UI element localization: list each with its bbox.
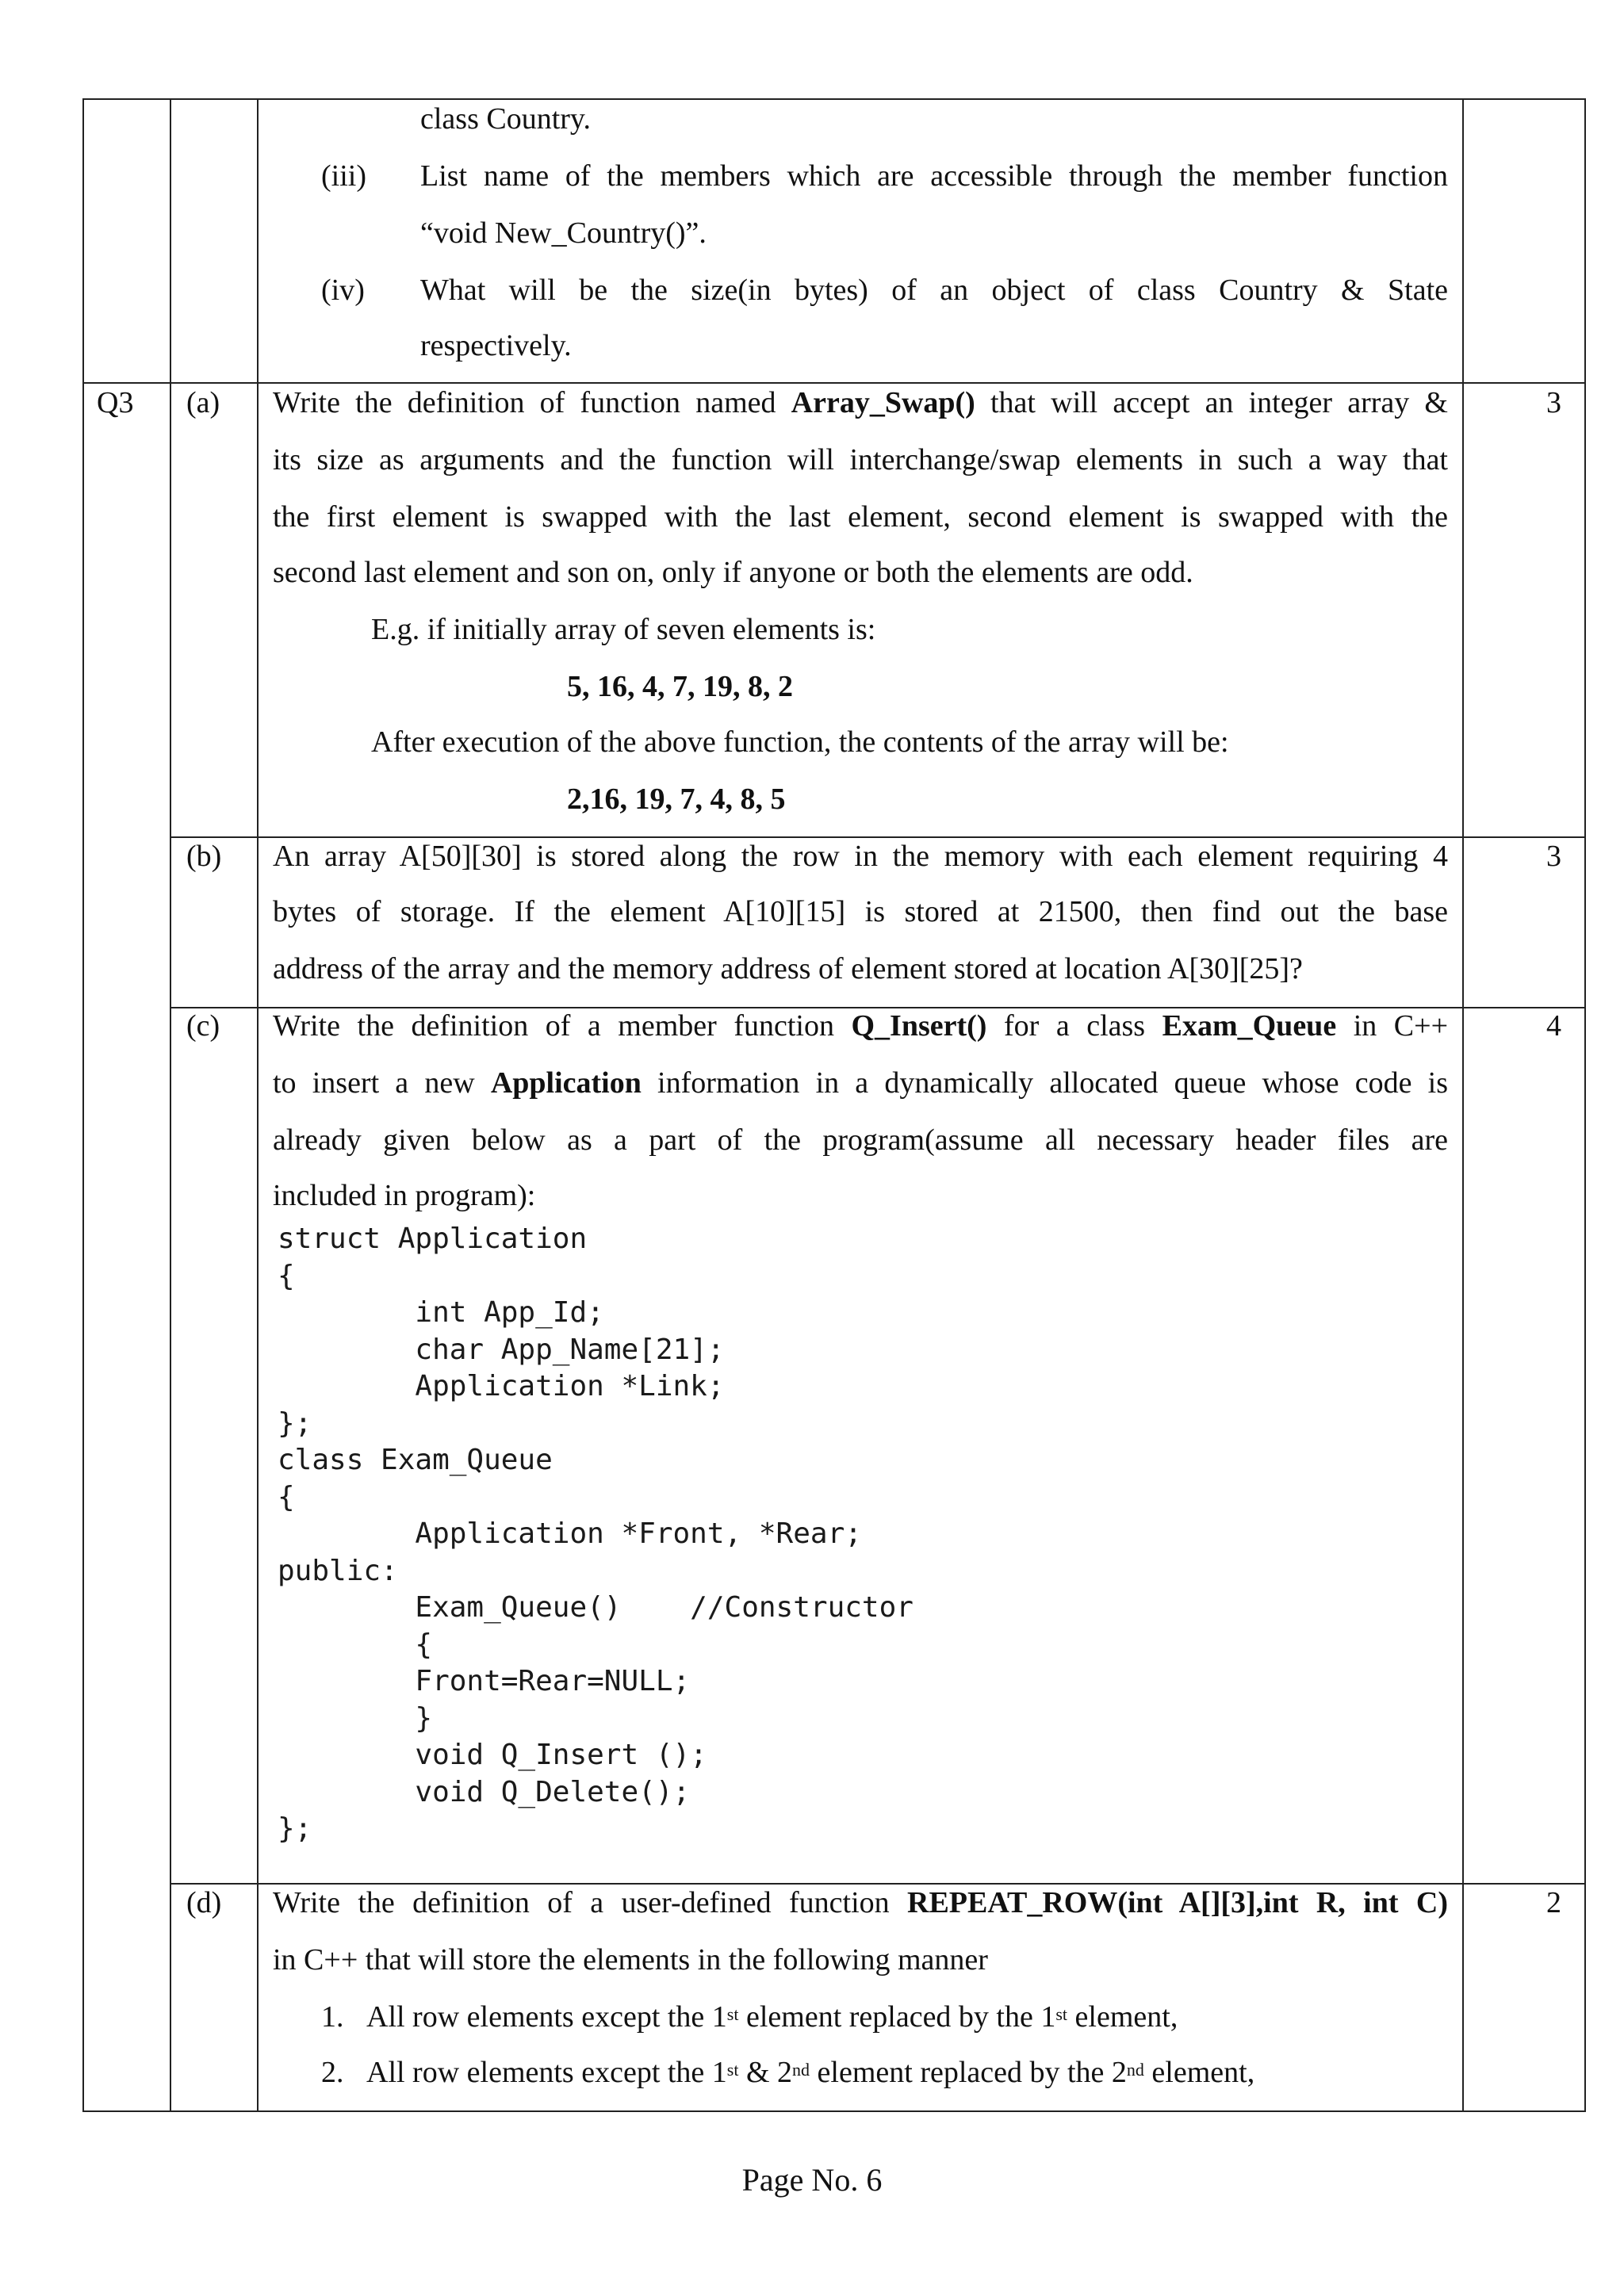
text-run: element replaced by the 1 bbox=[738, 2000, 1056, 2034]
list-item bbox=[321, 2044, 1254, 2101]
table-border-left bbox=[82, 98, 84, 2112]
text-run: All row elements except the 1 bbox=[366, 2056, 727, 2089]
question-text: the first element is swapped with the last element, second element is swapped with the bbox=[273, 500, 1448, 534]
text-run: to insert a new bbox=[273, 1066, 491, 1100]
code-line: { bbox=[278, 1259, 295, 1292]
col-divider-1 bbox=[170, 98, 171, 2112]
text-run: element, bbox=[1067, 2000, 1178, 2034]
list-item bbox=[321, 1988, 1178, 2045]
item-text: respectively. bbox=[420, 329, 572, 362]
marks: 4 bbox=[1546, 1009, 1561, 1043]
superscript: st bbox=[726, 2060, 739, 2080]
question-text: in C++ that will store the elements in the following manner bbox=[273, 1943, 988, 1976]
example-after-intro: After execution of the above function, the contents of the array will be: bbox=[371, 725, 1229, 759]
item-number: (iii) bbox=[321, 159, 366, 193]
table-border-right bbox=[1584, 98, 1586, 2112]
marks: 3 bbox=[1546, 386, 1561, 419]
text-run: All row elements except the 1 bbox=[366, 2000, 727, 2034]
code-line: Front=Rear=NULL; bbox=[278, 1665, 691, 1697]
item-text: What will be the size(in bytes) of an object of class Country & State bbox=[420, 274, 1448, 307]
code-line: public: bbox=[278, 1554, 398, 1587]
question-text bbox=[273, 374, 1448, 431]
code-line: void Q_Insert (); bbox=[278, 1739, 707, 1771]
col-divider-2 bbox=[257, 98, 259, 2112]
code-line: char App_Name[21]; bbox=[278, 1333, 725, 1366]
question-text: address of the array and the memory address of element stored at location A[30][25]? bbox=[273, 952, 1303, 985]
question-text bbox=[273, 1054, 1448, 1112]
question-label: Q3 bbox=[97, 386, 134, 419]
question-text: included in program): bbox=[273, 1179, 536, 1212]
superscript: st bbox=[1055, 2004, 1068, 2024]
question-text: second last element and son on, only if anyone or both the elements are odd. bbox=[273, 556, 1193, 589]
array-values: 5, 16, 4, 7, 19, 8, 2 bbox=[567, 670, 793, 703]
code-line: }; bbox=[278, 1406, 312, 1440]
function-signature: REPEAT_ROW(int A[][3],int R, int C) bbox=[907, 1886, 1448, 1919]
part-label: (a) bbox=[186, 386, 220, 419]
text-run: in C++ bbox=[1336, 1009, 1449, 1043]
question-text bbox=[273, 1874, 1448, 1931]
part-label: (d) bbox=[186, 1886, 222, 1919]
superscript: nd bbox=[792, 2060, 810, 2080]
code-line: Application *Front, *Rear; bbox=[278, 1517, 862, 1550]
marks: 3 bbox=[1546, 840, 1561, 873]
item-number: (iv) bbox=[321, 274, 365, 307]
example-intro: E.g. if initially array of seven elements is: bbox=[371, 613, 876, 646]
list-number: 2. bbox=[321, 2056, 344, 2089]
example-result-array bbox=[567, 771, 786, 828]
col-divider-3 bbox=[1462, 98, 1464, 2112]
struct-name: Application bbox=[490, 1066, 642, 1100]
code-line: struct Application bbox=[278, 1223, 588, 1255]
text-run: Write the definition of a user-defined function bbox=[273, 1886, 908, 1919]
item-text: “void New_Country()”. bbox=[420, 216, 707, 250]
table-border-top bbox=[82, 98, 1586, 100]
code-line: Exam_Queue() //Constructor bbox=[278, 1591, 914, 1624]
table-border-bottom bbox=[82, 2110, 1586, 2112]
list-number: 1. bbox=[321, 2000, 344, 2034]
text-run: information in a dynamically allocated queue whose code is bbox=[641, 1066, 1449, 1100]
code-listing bbox=[278, 1221, 914, 1848]
text-run: & 2 bbox=[738, 2056, 793, 2089]
example-initial-array bbox=[567, 658, 793, 715]
class-name: Exam_Queue bbox=[1162, 1009, 1337, 1043]
marks: 2 bbox=[1546, 1886, 1561, 1919]
part-label: (c) bbox=[186, 1009, 220, 1043]
text-run: Write the definition of a member function bbox=[273, 1009, 852, 1043]
code-line: }; bbox=[278, 1812, 312, 1845]
function-name: Q_Insert() bbox=[851, 1009, 987, 1043]
question-text: its size as arguments and the function will interchange/swap elements in such a way that bbox=[273, 443, 1448, 476]
page-number: Page No. 6 bbox=[741, 2162, 883, 2198]
part-label: (b) bbox=[186, 840, 222, 873]
array-values: 2,16, 19, 7, 4, 8, 5 bbox=[567, 783, 786, 816]
text-run: element replaced by the 2 bbox=[810, 2056, 1127, 2089]
question-text bbox=[273, 997, 1448, 1054]
text-run: Write the definition of function named bbox=[273, 386, 791, 419]
superscript: nd bbox=[1126, 2060, 1144, 2080]
text-run: for a class bbox=[986, 1009, 1162, 1043]
continuation-line: class Country. bbox=[420, 102, 591, 136]
function-name: Array_Swap() bbox=[791, 386, 975, 419]
code-line: { bbox=[278, 1480, 295, 1513]
superscript: st bbox=[726, 2004, 739, 2024]
item-text: List name of the members which are accessible through the member function bbox=[420, 159, 1448, 193]
code-line: int App_Id; bbox=[278, 1296, 604, 1329]
question-text: bytes of storage. If the element A[10][15] is stored at 21500, then find out the base bbox=[273, 895, 1448, 928]
code-line: void Q_Delete(); bbox=[278, 1775, 691, 1808]
code-line: Application *Link; bbox=[278, 1370, 725, 1402]
code-line: { bbox=[278, 1628, 433, 1661]
text-run: element, bbox=[1143, 2056, 1255, 2089]
question-text: An array A[50][30] is stored along the row in the memory with each element requiring 4 bbox=[273, 840, 1448, 873]
code-line: } bbox=[278, 1701, 433, 1735]
question-text: already given below as a part of the program(assume all necessary header files are bbox=[273, 1123, 1448, 1157]
code-line: class Exam_Queue bbox=[278, 1444, 553, 1476]
text-run: that will accept an integer array & bbox=[975, 386, 1448, 419]
